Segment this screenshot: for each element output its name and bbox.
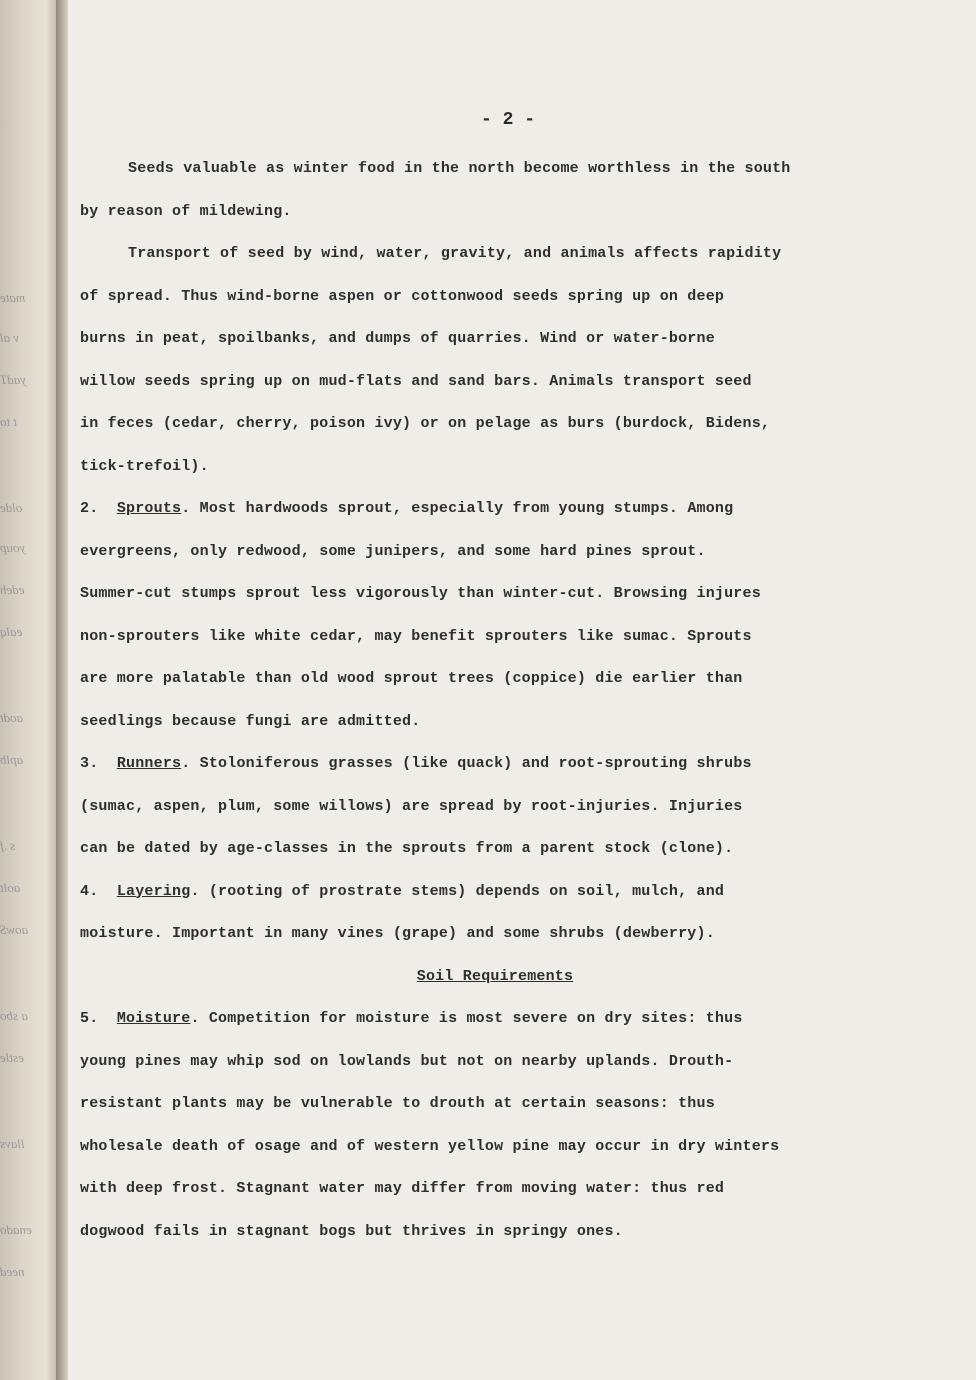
section-title: Sprouts [116,500,182,517]
ghost-text: ealq [0,624,23,639]
text-line: tick-trefoil). [80,457,209,475]
text-line [80,871,910,914]
page-body [80,148,910,1253]
text-line: by reason of mildewing. [80,202,292,220]
ghost-text: need [0,1264,25,1279]
line-text: . Most hardwoods sprout, especially from young stumps. Among [181,500,734,517]
line-text: . Stoloniferous grasses (like quack) and root-sprouting shrubs [181,755,752,772]
text-line: seedlings because fungi are admitted. [80,712,421,730]
section-title: Layering [116,882,191,900]
paragraph-layering [80,871,910,956]
text-line: with deep frost. Stagnant water may differ from moving water: thus red [80,1180,725,1197]
text-line: wholesale death of osage and of western yellow pine may occur in dry winters [80,1137,780,1155]
ghost-text: llavs [0,1136,25,1151]
text-line: can be dated by age-classes in the sprouts from a parent stock (clone). [80,840,734,857]
ghost-text: aplb [0,752,24,767]
ghost-text: aolt [0,880,21,895]
facing-page-edge [0,0,58,1380]
soil-requirements-heading: Soil Requirements [416,967,574,985]
text-line: (sumac, aspen, plum, some willows) are spread by root-injuries. Injuries [80,797,743,815]
text-line: non-sprouters like white cedar, may benefit sprouters like sumac. Sprouts [80,627,752,645]
line-text: . (rooting of prostrate stems) depends on soil, mulch, and [190,882,725,900]
paragraph-moisture [80,998,910,1253]
text-line [80,998,910,1041]
section-title: Moisture [116,1010,191,1027]
item-number: 4. [80,882,99,900]
ghost-text: aowS [0,922,29,937]
line-text: . Competition for moisture is most severe on dry sites: thus [190,1010,743,1027]
section-heading [80,956,910,999]
ghost-text: edeh [0,582,25,597]
ghost-text: estle [0,1050,24,1065]
ghost-text: yadT [0,372,26,387]
paragraph-seeds [80,148,910,233]
paragraph-sprouts [80,488,910,743]
text-line: young pines may whip sod on lowlands but not on nearby uplands. Drouth- [80,1052,734,1070]
item-number: 2. [80,500,99,517]
paragraph-runners [80,743,910,871]
text-line: burns in peat, spoilbanks, and dumps of quarries. Wind or water-borne [80,330,715,347]
text-line: willow seeds spring up on mud-flats and sand bars. Animals transport seed [80,372,752,390]
typed-page [68,0,976,1380]
ghost-text: aodt [0,710,24,725]
text-line: Summer-cut stumps sprout less vigorously than winter-cut. Browsing injures [80,585,761,602]
section-title: Runners [116,755,182,772]
text-line [80,743,910,786]
ghost-text: enado [0,1222,32,1237]
ghost-text: s .f [0,838,16,853]
text-line: Seeds valuable as winter food in the north become worthless in the south [128,160,791,177]
ghost-text: t to [0,414,17,429]
text-line: evergreens, only redwood, some junipers, and some hard pines sprout. [80,542,706,560]
ghost-text: a sbo [0,1008,28,1023]
paragraph-transport [80,233,910,488]
item-number: 5. [80,1010,99,1027]
item-number: 3. [80,755,99,772]
text-line: in feces (cedar, cherry, poison ivy) or on pelage as burs (burdock, Bidens, [80,415,771,432]
text-line [80,488,910,531]
ghost-text: youp [0,540,26,555]
ghost-text: v al [0,330,20,345]
text-line: moisture. Important in many vines (grape) and some shrubs (dewberry). [80,925,715,942]
text-line: resistant plants may be vulnerable to drouth at certain seasons: thus [80,1095,715,1112]
text-line: Transport of seed by wind, water, gravity, and animals affects rapidity [128,245,782,262]
text-line: of spread. Thus wind-borne aspen or cottonwood seeds spring up on deep [80,287,725,305]
ghost-text: olde [0,500,23,515]
text-line: dogwood fails in stagnant bogs but thrives in springy ones. [80,1222,623,1240]
ghost-text: mate [0,290,26,305]
page-number: - 2 - [480,110,535,130]
text-line: are more palatable than old wood sprout trees (coppice) die earlier than [80,670,743,687]
